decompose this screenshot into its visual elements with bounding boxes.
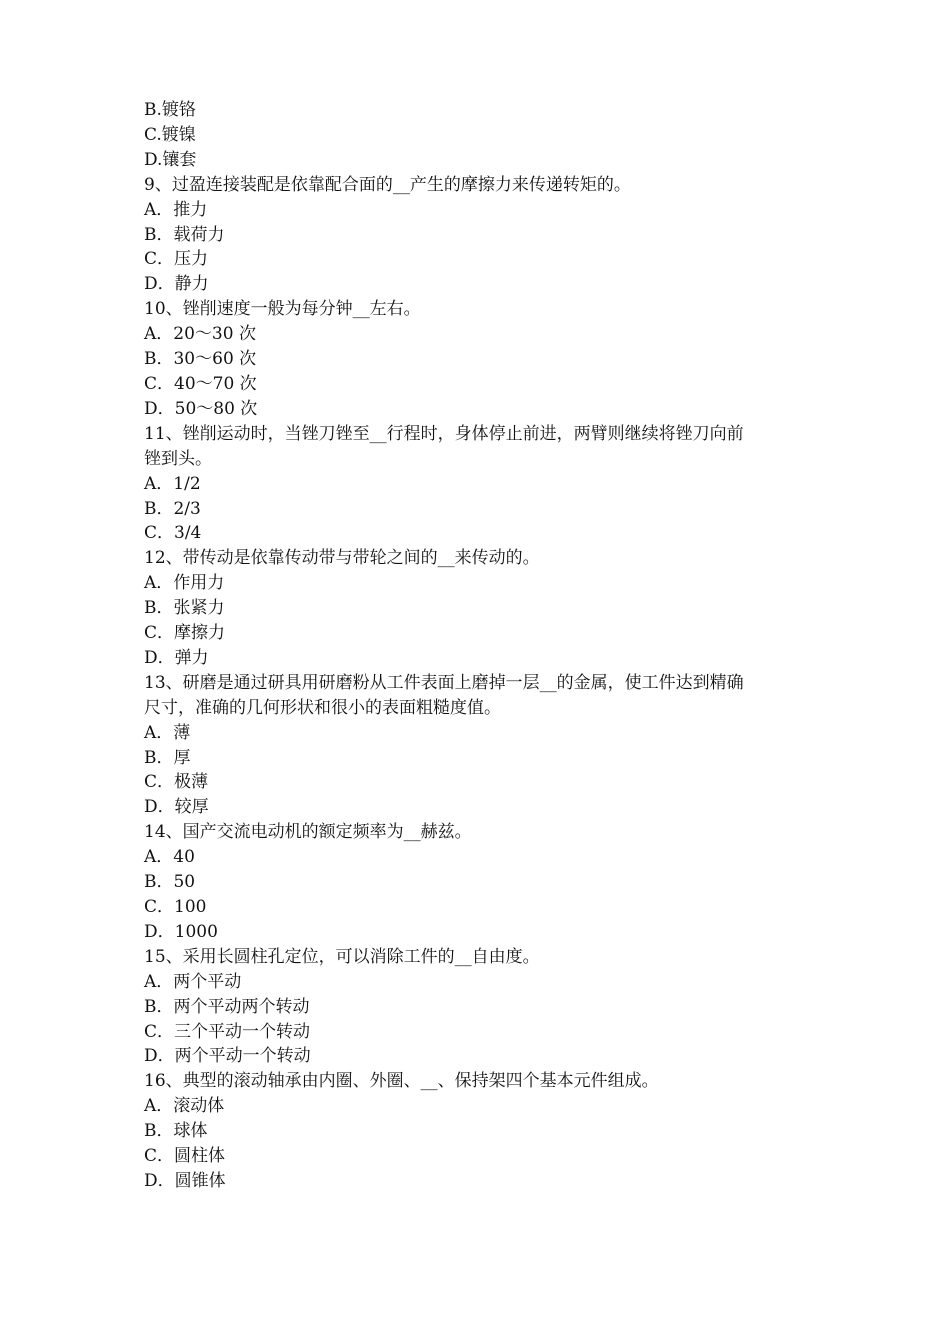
option-d-line: D.镶套 (144, 149, 197, 170)
question-13: 13、研磨是通过研具用研磨粉从工件表面上磨掉一层__的金属，使工件达到精确 (144, 672, 744, 693)
q13-option-b: B．厚 (144, 747, 191, 768)
q12-option-a: A．作用力 (144, 573, 225, 594)
q15-option-c: C．三个平动一个转动 (144, 1021, 311, 1042)
q10-option-c: C．40～70 次 (144, 373, 257, 394)
q10-option-b: B．30～60 次 (144, 349, 257, 370)
q16-option-d: D．圆锥体 (144, 1170, 226, 1191)
q16-option-a: A．滚动体 (144, 1096, 225, 1117)
question-11: 11、锉削运动时，当锉刀锉至__行程时，身体停止前进，两臂则继续将锉刀向前 (144, 423, 744, 444)
q16-option-c: C．圆柱体 (144, 1146, 226, 1167)
question-13-continued: 尺寸，准确的几何形状和很小的表面粗糙度值。 (144, 697, 501, 718)
q14-option-a: A．40 (144, 847, 195, 868)
q11-option-c: C．3/4 (144, 523, 202, 544)
q9-option-a: A．推力 (144, 199, 208, 220)
q12-option-d: D．弹力 (144, 647, 209, 668)
q9-option-d: D．静力 (144, 274, 209, 295)
question-12: 12、带传动是依靠传动带与带轮之间的__来传动的。 (144, 548, 540, 569)
q14-option-c: C．100 (144, 897, 207, 917)
q13-option-a: A．薄 (144, 722, 191, 743)
q14-option-b: B．50 (144, 872, 196, 893)
q15-option-b: B．两个平动两个转动 (144, 996, 310, 1017)
question-11-continued: 锉到头。 (144, 448, 212, 469)
q11-option-b: B．2/3 (144, 498, 201, 519)
question-16: 16、典型的滚动轴承由内圈、外圈、__、保持架四个基本元件组成。 (144, 1071, 659, 1092)
option-b-line: B.镀铬 (144, 100, 196, 120)
q14-option-d: D．1000 (144, 921, 218, 942)
q13-option-c: C．极薄 (144, 772, 209, 793)
question-14: 14、国产交流电动机的额定频率为__赫兹。 (144, 822, 472, 843)
q11-option-a: A．1/2 (144, 473, 201, 494)
q12-option-b: B．张紧力 (144, 598, 225, 619)
document-body (144, 98, 814, 1194)
q10-option-d: D．50～80 次 (144, 398, 258, 419)
option-c-line: C.镀镍 (144, 124, 196, 145)
q15-option-a: A．两个平动 (144, 971, 242, 992)
q9-option-b: B．载荷力 (144, 224, 225, 245)
q16-option-b: B．球体 (144, 1121, 208, 1142)
question-9: 9、过盈连接装配是依靠配合面的__产生的摩擦力来传递转矩的。 (144, 174, 631, 195)
question-15: 15、采用长圆柱孔定位，可以消除工件的__自由度。 (144, 946, 540, 967)
q9-option-c: C．压力 (144, 249, 209, 270)
q10-option-a: A．20～30 次 (144, 324, 256, 345)
q12-option-c: C．摩擦力 (144, 623, 226, 644)
q15-option-d: D．两个平动一个转动 (144, 1046, 311, 1067)
q13-option-d: D．较厚 (144, 797, 209, 818)
question-10: 10、锉削速度一般为每分钟__左右。 (144, 299, 421, 320)
